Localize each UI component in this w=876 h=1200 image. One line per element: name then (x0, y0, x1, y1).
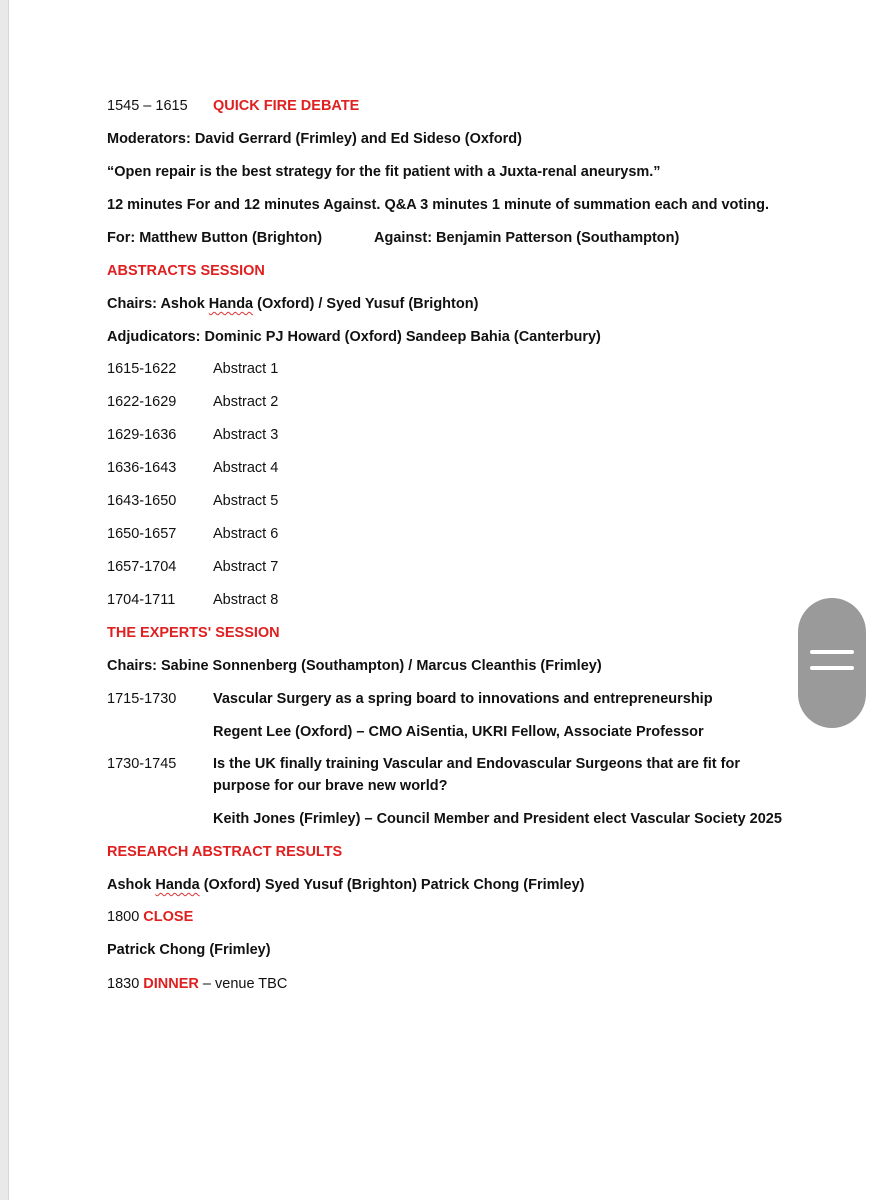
talk-speaker: Keith Jones (Frimley) – Council Member and President elect Vascular Society 2025 (213, 811, 782, 827)
debate-for: For: Matthew Button (Brighton) (107, 230, 323, 246)
debate-speakers (107, 227, 679, 249)
abstract-time: 1657-1704 (107, 559, 177, 575)
talk-speaker: Regent Lee (Oxford) – CMO AiSentia, UKRI Fellow, Associate Professor (213, 724, 704, 740)
experts-chairs: Chairs: Sabine Sonnenberg (Southampton) / Marcus Cleanthis (Frimley) (107, 658, 602, 674)
dinner-time: 1830 (107, 976, 144, 992)
abstract-row (107, 424, 278, 446)
abstract-row (107, 457, 278, 479)
abstracts-chairs (107, 293, 478, 315)
abstract-row (107, 589, 278, 611)
abstracts-chairs-prefix: Chairs: Ashok (107, 296, 209, 312)
abstract-row (107, 391, 278, 413)
debate-title: QUICK FIRE DEBATE (213, 98, 360, 114)
dinner-line (107, 973, 287, 995)
abstract-label: Abstract 3 (213, 427, 279, 443)
abstract-time: 1650-1657 (107, 526, 177, 542)
spellcheck-word[interactable]: Handa (155, 877, 200, 893)
abstract-label: Abstract 8 (213, 592, 279, 608)
abstract-row (107, 358, 278, 380)
talk-title: Is the UK finally training Vascular and Endovascular Surgeons that are fit for purpose for our brave new world? (213, 756, 740, 794)
abstract-label: Abstract 6 (213, 526, 279, 542)
abstracts-adjudicators: Adjudicators: Dominic PJ Howard (Oxford) Sandeep Bahia (Canterbury) (107, 329, 601, 345)
abstract-label: Abstract 2 (213, 394, 279, 410)
abstract-time: 1643-1650 (107, 493, 177, 509)
abstract-label: Abstract 1 (213, 361, 279, 377)
debate-format: 12 minutes For and 12 minutes Against. Q&A 3 minutes 1 minute of summation each and voting. (107, 197, 770, 213)
grip-line-icon (810, 666, 854, 670)
results-names-prefix: Ashok (107, 877, 156, 893)
results-names (107, 874, 585, 896)
dinner-title: DINNER (143, 976, 199, 992)
abstracts-title: ABSTRACTS SESSION (107, 263, 265, 279)
close-speaker: Patrick Chong (Frimley) (107, 942, 271, 958)
abstract-row (107, 490, 278, 512)
grip-line-icon (810, 650, 854, 654)
abstract-time: 1629-1636 (107, 427, 177, 443)
abstracts-chairs-suffix: (Oxford) / Syed Yusuf (Brighton) (253, 296, 479, 312)
results-title: RESEARCH ABSTRACT RESULTS (107, 844, 343, 860)
debate-heading-line (107, 95, 359, 117)
experts-title: THE EXPERTS' SESSION (107, 625, 280, 641)
close-line (107, 906, 193, 928)
close-time: 1800 (107, 909, 144, 925)
talk-time: 1730-1745 (107, 756, 177, 772)
abstract-time: 1704-1711 (107, 592, 176, 608)
debate-against: Against: Benjamin Patterson (Southampton) (374, 230, 680, 246)
abstract-label: Abstract 4 (213, 460, 279, 476)
abstract-label: Abstract 5 (213, 493, 279, 509)
abstract-time: 1615-1622 (107, 361, 177, 377)
debate-moderators: Moderators: David Gerrard (Frimley) and Ed Sideso (Oxford) (107, 131, 522, 147)
abstract-label: Abstract 7 (213, 559, 279, 575)
debate-motion: “Open repair is the best strategy for the fit patient with a Juxta-renal aneurysm.” (107, 164, 661, 180)
spellcheck-word[interactable]: Handa (208, 296, 254, 312)
results-names-suffix: (Oxford) Syed Yusuf (Brighton) Patrick Chong (Frimley) (199, 877, 585, 893)
talk-title: Vascular Surgery as a spring board to innovations and entrepreneurship (213, 691, 713, 707)
dinner-venue: – venue TBC (198, 976, 288, 992)
abstract-row (107, 556, 278, 578)
talk-time: 1715-1730 (107, 691, 177, 707)
abstract-time: 1636-1643 (107, 460, 177, 476)
abstract-time: 1622-1629 (107, 394, 177, 410)
debate-time: 1545 – 1615 (107, 98, 188, 114)
abstract-row (107, 523, 278, 545)
scroll-handle[interactable] (798, 598, 866, 728)
close-title: CLOSE (143, 909, 194, 925)
page-edge (0, 0, 9, 1200)
